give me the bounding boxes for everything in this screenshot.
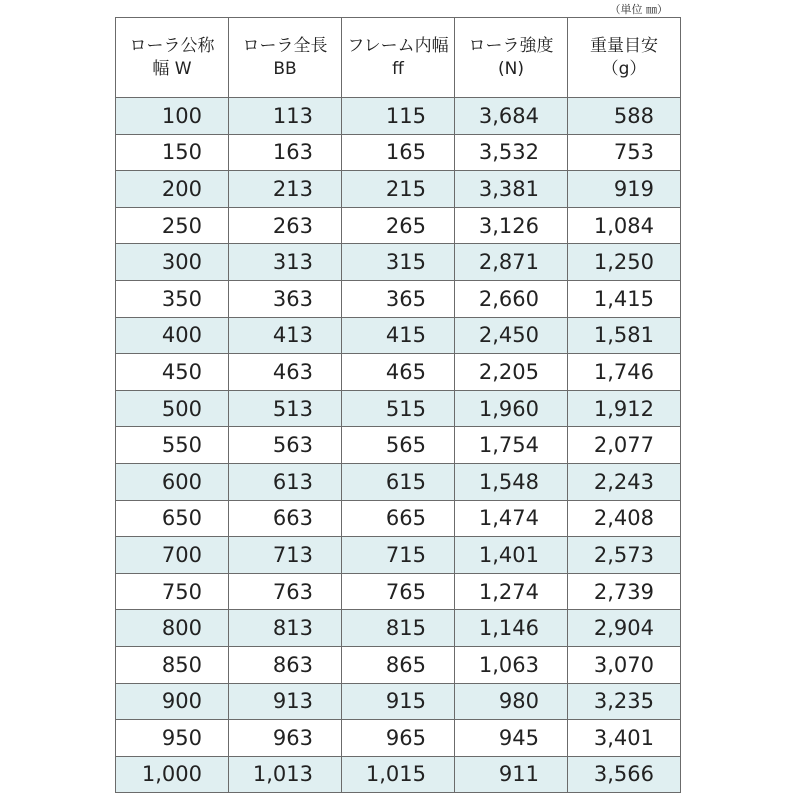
cell-frame-inner-width: 915 [342,683,455,720]
cell-weight: 753 [568,134,681,171]
header-roller-strength [455,18,568,98]
table-row [116,610,681,647]
table-row [116,720,681,757]
table-row [116,756,681,793]
cell-nominal-width: 650 [116,500,229,537]
cell-nominal-width: 550 [116,427,229,464]
cell-nominal-width: 700 [116,537,229,574]
cell-roller-strength: 1,146 [455,610,568,647]
cell-nominal-width: 450 [116,354,229,391]
cell-nominal-width: 100 [116,98,229,135]
cell-roller-strength: 2,205 [455,354,568,391]
cell-weight: 3,235 [568,683,681,720]
cell-roller-length: 263 [229,207,342,244]
table-body [116,98,681,793]
cell-roller-strength: 1,548 [455,463,568,500]
cell-frame-inner-width: 965 [342,720,455,757]
cell-frame-inner-width: 415 [342,317,455,354]
cell-roller-length: 213 [229,171,342,208]
cell-roller-strength: 1,960 [455,390,568,427]
cell-roller-length: 763 [229,573,342,610]
cell-frame-inner-width: 365 [342,280,455,317]
cell-frame-inner-width: 1,015 [342,756,455,793]
table-row [116,280,681,317]
cell-weight: 1,415 [568,280,681,317]
cell-nominal-width: 150 [116,134,229,171]
table-row [116,98,681,135]
cell-roller-strength: 3,684 [455,98,568,135]
header-label-line1: ローラ強度 [468,35,554,56]
cell-roller-strength: 2,660 [455,280,568,317]
cell-weight: 1,746 [568,354,681,391]
table-row [116,537,681,574]
cell-roller-strength: 2,871 [455,244,568,281]
cell-roller-length: 713 [229,537,342,574]
cell-frame-inner-width: 515 [342,390,455,427]
cell-nominal-width: 950 [116,720,229,757]
cell-weight: 1,250 [568,244,681,281]
header-label-line1: フレーム内幅 [347,35,449,56]
cell-frame-inner-width: 715 [342,537,455,574]
table-row [116,134,681,171]
cell-weight: 2,243 [568,463,681,500]
cell-weight: 1,581 [568,317,681,354]
cell-nominal-width: 750 [116,573,229,610]
cell-roller-length: 863 [229,646,342,683]
cell-frame-inner-width: 315 [342,244,455,281]
cell-frame-inner-width: 615 [342,463,455,500]
cell-nominal-width: 850 [116,646,229,683]
cell-roller-length: 613 [229,463,342,500]
cell-roller-strength: 945 [455,720,568,757]
cell-nominal-width: 800 [116,610,229,647]
header-label-line1: 重量目安 [590,35,658,56]
header-row [116,18,681,98]
cell-frame-inner-width: 665 [342,500,455,537]
cell-roller-length: 913 [229,683,342,720]
cell-nominal-width: 600 [116,463,229,500]
table-row [116,354,681,391]
cell-weight: 2,573 [568,537,681,574]
cell-roller-strength: 911 [455,756,568,793]
cell-frame-inner-width: 815 [342,610,455,647]
cell-frame-inner-width: 765 [342,573,455,610]
header-frame-inner-width [342,18,455,98]
cell-nominal-width: 350 [116,280,229,317]
cell-roller-strength: 1,754 [455,427,568,464]
cell-frame-inner-width: 215 [342,171,455,208]
cell-nominal-width: 900 [116,683,229,720]
header-label-line2: (N) [498,58,524,79]
cell-roller-length: 163 [229,134,342,171]
table-row [116,171,681,208]
cell-weight: 1,912 [568,390,681,427]
header-label-line1: ローラ全長 [242,35,328,56]
table-row [116,390,681,427]
cell-roller-length: 813 [229,610,342,647]
cell-roller-length: 663 [229,500,342,537]
cell-roller-length: 413 [229,317,342,354]
cell-frame-inner-width: 165 [342,134,455,171]
cell-nominal-width: 500 [116,390,229,427]
cell-frame-inner-width: 865 [342,646,455,683]
cell-weight: 3,401 [568,720,681,757]
table-row [116,683,681,720]
cell-roller-strength: 2,450 [455,317,568,354]
cell-weight: 2,408 [568,500,681,537]
cell-nominal-width: 300 [116,244,229,281]
table-row [116,573,681,610]
header-label-line2: （g） [601,58,647,79]
header-nominal-width [116,18,229,98]
table-header [116,18,681,98]
cell-weight: 3,566 [568,756,681,793]
cell-roller-length: 113 [229,98,342,135]
cell-frame-inner-width: 465 [342,354,455,391]
table-row [116,500,681,537]
cell-roller-strength: 1,401 [455,537,568,574]
table-row [116,207,681,244]
cell-frame-inner-width: 565 [342,427,455,464]
cell-weight: 919 [568,171,681,208]
cell-frame-inner-width: 265 [342,207,455,244]
cell-nominal-width: 1,000 [116,756,229,793]
cell-roller-strength: 1,063 [455,646,568,683]
table-row [116,646,681,683]
cell-roller-strength: 3,532 [455,134,568,171]
roller-spec-table [115,17,681,793]
cell-weight: 2,739 [568,573,681,610]
header-label-line2: BB [273,58,297,79]
cell-nominal-width: 200 [116,171,229,208]
cell-frame-inner-width: 115 [342,98,455,135]
cell-nominal-width: 400 [116,317,229,354]
cell-weight: 1,084 [568,207,681,244]
header-label-line1: ローラ公称 [129,35,215,56]
table-row [116,317,681,354]
cell-weight: 3,070 [568,646,681,683]
cell-roller-length: 1,013 [229,756,342,793]
table-row [116,427,681,464]
header-weight [568,18,681,98]
cell-weight: 588 [568,98,681,135]
table-row [116,244,681,281]
cell-roller-strength: 980 [455,683,568,720]
cell-roller-strength: 3,381 [455,171,568,208]
header-label-line2: 幅 W [152,58,192,79]
header-roller-length [229,18,342,98]
unit-note: （単位 ㎜） [609,3,668,16]
table-row [116,463,681,500]
cell-roller-strength: 1,274 [455,573,568,610]
cell-roller-length: 463 [229,354,342,391]
cell-weight: 2,904 [568,610,681,647]
cell-roller-strength: 1,474 [455,500,568,537]
cell-roller-strength: 3,126 [455,207,568,244]
cell-roller-length: 513 [229,390,342,427]
cell-roller-length: 363 [229,280,342,317]
cell-nominal-width: 250 [116,207,229,244]
cell-roller-length: 563 [229,427,342,464]
header-label-line2: ff [392,58,404,79]
cell-roller-length: 963 [229,720,342,757]
cell-weight: 2,077 [568,427,681,464]
cell-roller-length: 313 [229,244,342,281]
